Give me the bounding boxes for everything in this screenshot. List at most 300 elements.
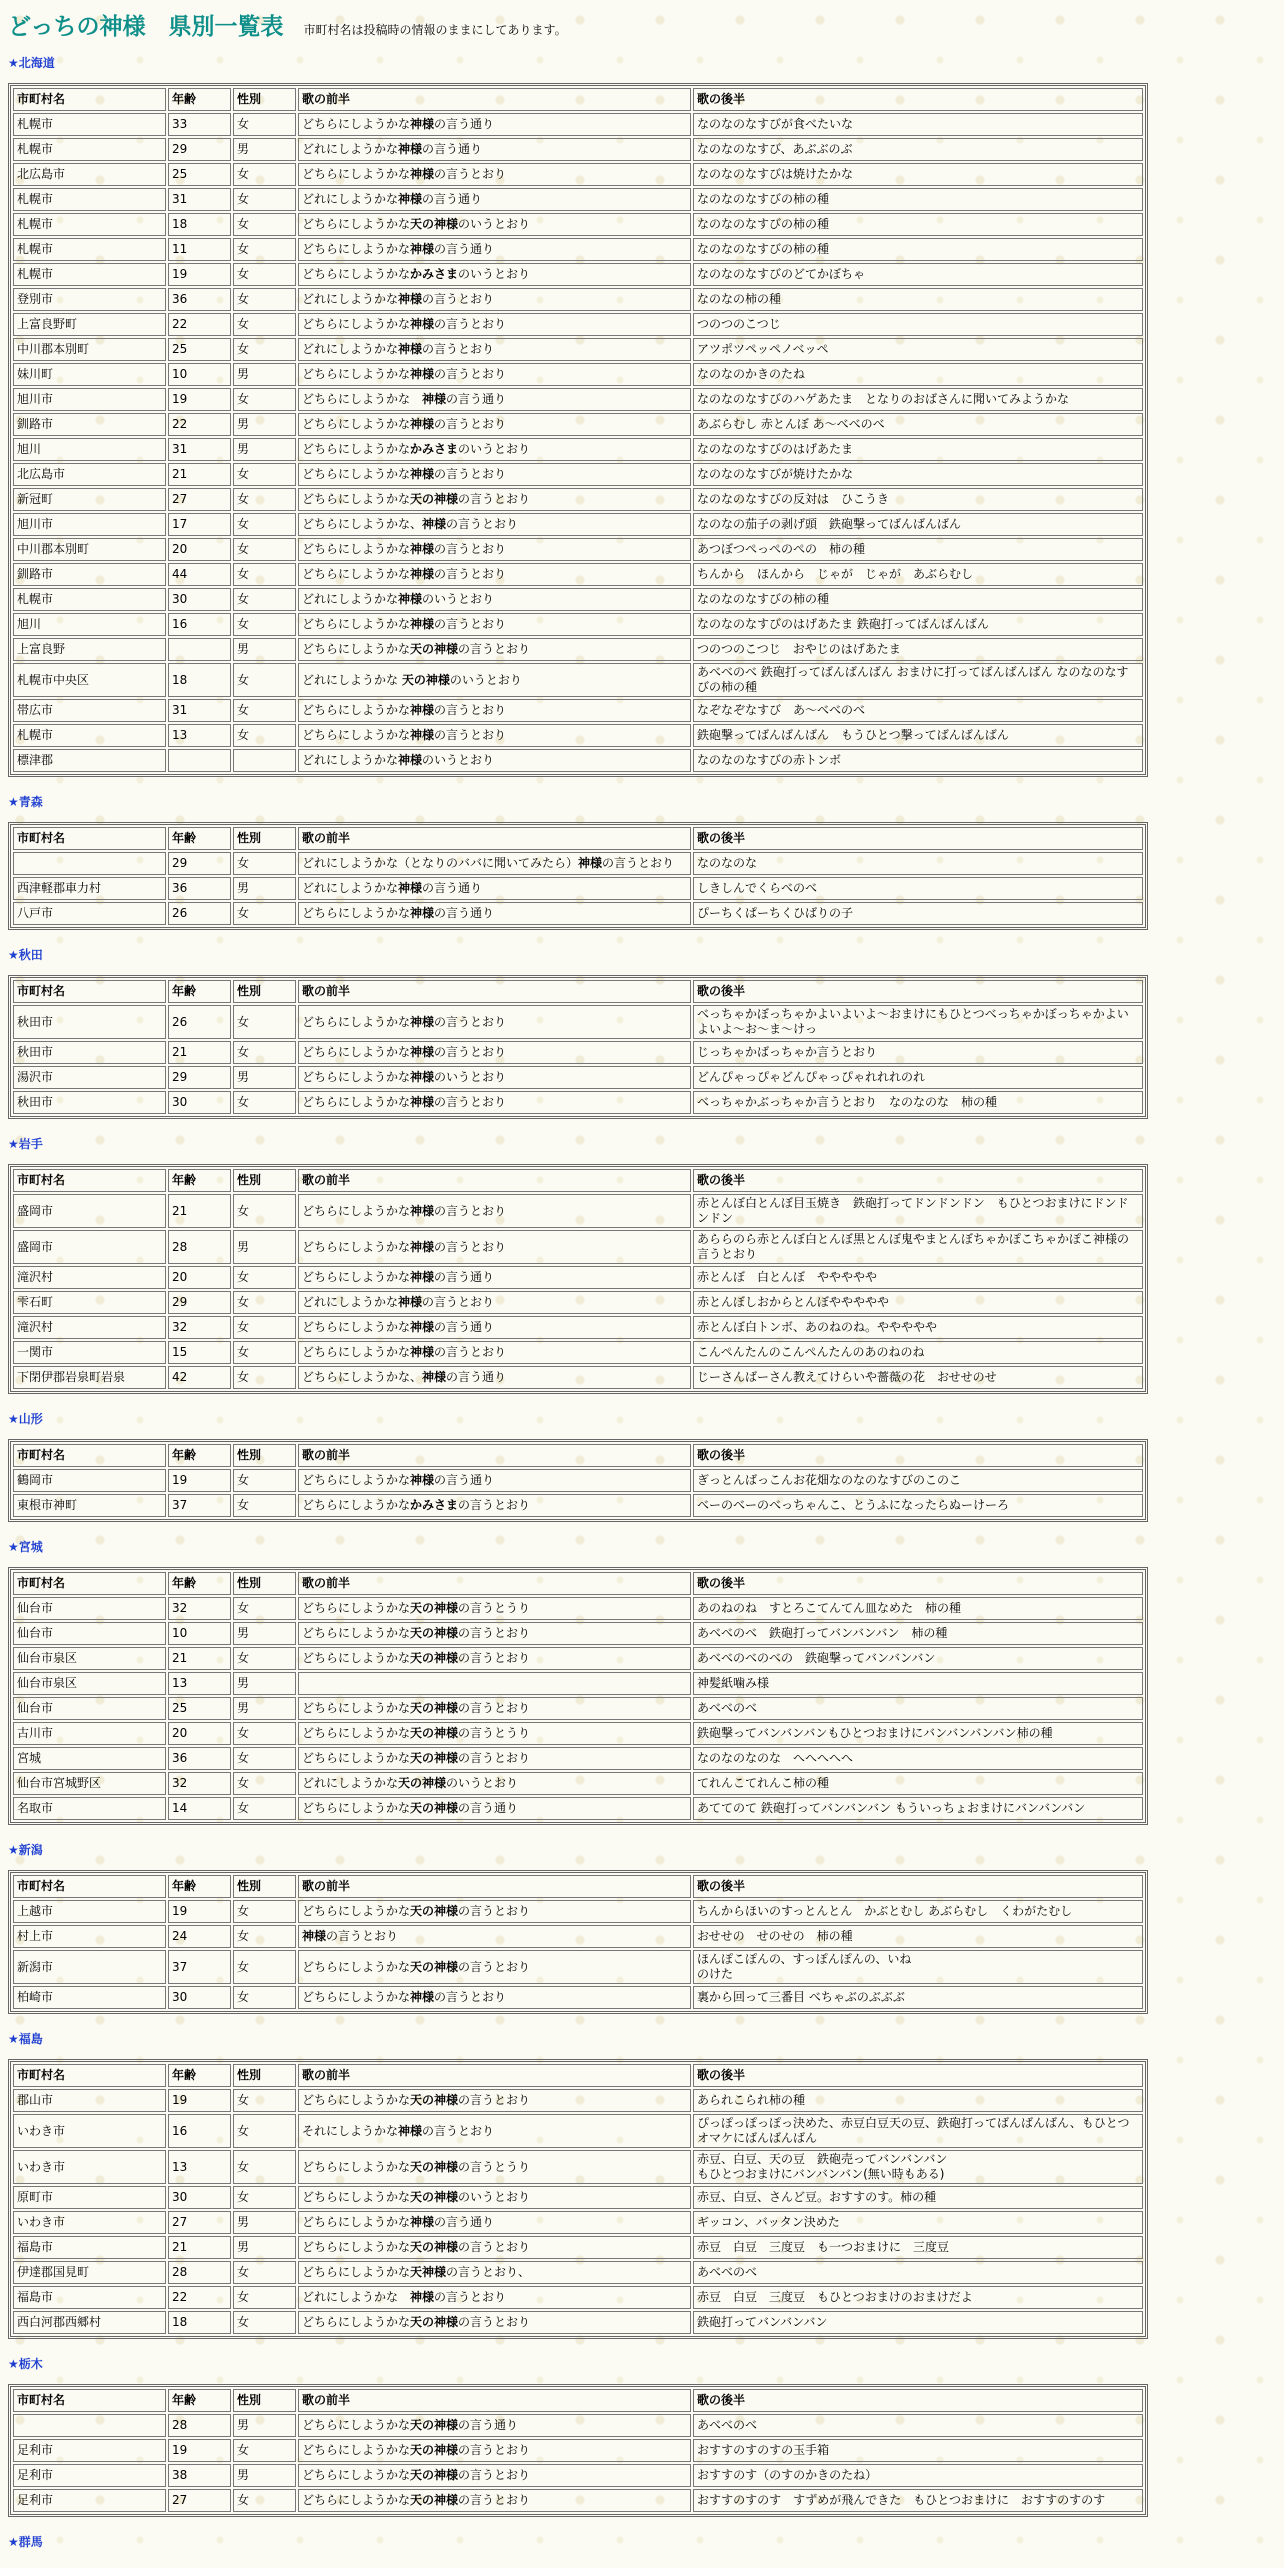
gender-cell: 女 [233, 1772, 296, 1795]
table-row [13, 588, 1143, 611]
age-cell: 27 [168, 488, 231, 511]
table-row [13, 1722, 1143, 1745]
gender-cell: 女 [233, 1366, 296, 1389]
column-header: 歌の後半 [693, 980, 1143, 1003]
lyric-second-cell: 神髪紙噛み様 [693, 1672, 1143, 1695]
lyric-second-cell: 赤豆 白豆 三度豆 もひとつおまけのおまけだよ [693, 2286, 1143, 2309]
lyric-second-cell: 赤とんぼ白とんぼ目玉焼き 鉄砲打ってドンドンドン もひとつおまけにドンドンドン [693, 1194, 1143, 1228]
table-row [13, 2489, 1143, 2512]
gender-cell: 女 [233, 613, 296, 636]
age-cell: 29 [168, 138, 231, 161]
lyric-first-cell: どれにしようかな神様のいうとおり [298, 749, 691, 772]
column-header: 歌の後半 [693, 2389, 1143, 2412]
table-row [13, 188, 1143, 211]
table-row [13, 2236, 1143, 2259]
table-row [13, 1697, 1143, 1720]
lyric-second-cell: おせせの せのせの 柿の種 [693, 1925, 1143, 1948]
age-cell: 33 [168, 113, 231, 136]
age-cell: 25 [168, 338, 231, 361]
city-cell: 滝沢村 [13, 1316, 166, 1339]
lyric-first-cell: どちらにしようかな天の神様の言うとおり [298, 2311, 691, 2334]
column-header: 歌の前半 [298, 1169, 691, 1192]
age-cell: 29 [168, 1066, 231, 1089]
gender-cell: 女 [233, 563, 296, 586]
gender-cell: 女 [233, 1647, 296, 1670]
table-header-row [13, 1444, 1143, 1467]
age-cell: 14 [168, 1797, 231, 1820]
lyric-second-cell: 鉄砲打ってバンバンバン [693, 2311, 1143, 2334]
gender-cell: 女 [233, 313, 296, 336]
age-cell: 22 [168, 313, 231, 336]
age-cell: 19 [168, 2089, 231, 2112]
age-cell: 42 [168, 1366, 231, 1389]
table-header-row [13, 88, 1143, 111]
gender-cell: 女 [233, 213, 296, 236]
lyric-second-cell: べーのべーのべっちゃんこ、とうふになったらぬーけーろ [693, 1494, 1143, 1517]
lyric-first-cell: どちらにしようかな天の神様の言うとおり [298, 638, 691, 661]
lyric-second-cell: 赤とんぼ 白とんぼ ややややや [693, 1266, 1143, 1289]
table-row [13, 1925, 1143, 1948]
table-row [13, 1291, 1143, 1314]
column-header: 歌の後半 [693, 1444, 1143, 1467]
lyric-first-cell: どれにしようかな神様の言うとおり [298, 338, 691, 361]
lyric-first-cell: どちらにしようかな天の神様のいうとおり [298, 213, 691, 236]
age-cell: 15 [168, 1341, 231, 1364]
gender-cell: 男 [233, 1066, 296, 1089]
city-cell: 仙台市泉区 [13, 1647, 166, 1670]
lyric-first-cell: どちらにしようかな神様の言うとおり [298, 1230, 691, 1264]
column-header: 市町村名 [13, 88, 166, 111]
column-header: 性別 [233, 1875, 296, 1898]
lyric-first-cell: どちらにしようかな神様の言う通り [298, 1316, 691, 1339]
age-cell: 18 [168, 663, 231, 697]
lyric-second-cell: 鉄砲撃ってバンバンバンもひとつおまけにバンバンバンバン柿の種 [693, 1722, 1143, 1745]
prefecture-table [8, 975, 1148, 1119]
age-cell [168, 749, 231, 772]
page-note: 市町村名は投稿時の情報のままにしてあります。 [303, 23, 567, 37]
table-row [13, 1091, 1143, 1114]
table-row [13, 902, 1143, 925]
gender-cell: 女 [233, 488, 296, 511]
lyric-first-cell: どちらにしようかな天神様の言うとおり、 [298, 2261, 691, 2284]
prefecture-heading: ★北海道 [8, 56, 55, 70]
lyric-second-cell: あべべのべ [693, 2261, 1143, 2284]
city-cell: 原町市 [13, 2186, 166, 2209]
age-cell [168, 638, 231, 661]
gender-cell: 女 [233, 2261, 296, 2284]
age-cell: 13 [168, 2150, 231, 2184]
table-row [13, 363, 1143, 386]
gender-cell: 女 [233, 2114, 296, 2148]
lyric-second-cell: なのなのなのな へへへへへ [693, 1747, 1143, 1770]
city-cell: 仙台市 [13, 1597, 166, 1620]
city-cell: 秋田市 [13, 1005, 166, 1039]
city-cell: 湯沢市 [13, 1066, 166, 1089]
lyric-second-cell: どんぴゃっぴゃどんぴゃっぴゃれれれのれ [693, 1066, 1143, 1089]
city-cell: 伊達郡国見町 [13, 2261, 166, 2284]
table-row [13, 877, 1143, 900]
lyric-second-cell: なのなのなすびのハゲあたま となりのおばさんに聞いてみようかな [693, 388, 1143, 411]
lyric-second-cell: なのなのなすび、あぶぶのぶ [693, 138, 1143, 161]
lyric-first-cell: どれにしようかな神様の言うとおり [298, 1291, 691, 1314]
prefecture-table [8, 1870, 1148, 2014]
age-cell: 21 [168, 2236, 231, 2259]
age-cell: 32 [168, 1597, 231, 1620]
lyric-second-cell: ぴっぽっぽっぽっ決めた、赤豆白豆天の豆、鉄砲打ってばんばんばん、もひとつオマケにばんばんばん [693, 2114, 1143, 2148]
age-cell: 19 [168, 388, 231, 411]
lyric-first-cell: どれにしようかな神様のいうとおり [298, 588, 691, 611]
gender-cell: 女 [233, 588, 296, 611]
gender-cell: 女 [233, 2150, 296, 2184]
table-row [13, 1900, 1143, 1923]
column-header: 年齢 [168, 2064, 231, 2087]
gender-cell: 女 [233, 2286, 296, 2309]
gender-cell: 女 [233, 2439, 296, 2462]
gender-cell: 女 [233, 1005, 296, 1039]
table-row [13, 413, 1143, 436]
table-row [13, 2414, 1143, 2437]
lyric-first-cell: どちらにしようかな神様の言う通り [298, 1469, 691, 1492]
lyric-second-cell: おすすのす（のすのかきのたね） [693, 2464, 1143, 2487]
gender-cell: 女 [233, 1266, 296, 1289]
prefecture-heading: ★山形 [8, 1412, 43, 1426]
lyric-second-cell: なのなのなすびの赤トンボ [693, 749, 1143, 772]
city-cell: 札幌市 [13, 213, 166, 236]
lyric-second-cell: ぴーちくぱーちくひばりの子 [693, 902, 1143, 925]
table-row [13, 2286, 1143, 2309]
city-cell: 旭川 [13, 613, 166, 636]
city-cell: 古川市 [13, 1722, 166, 1745]
city-cell: 福島市 [13, 2236, 166, 2259]
gender-cell: 女 [233, 263, 296, 286]
column-header: 歌の前半 [298, 980, 691, 1003]
city-cell: 札幌市 [13, 138, 166, 161]
gender-cell: 女 [233, 2186, 296, 2209]
age-cell: 30 [168, 1986, 231, 2009]
city-cell: 新冠町 [13, 488, 166, 511]
age-cell: 28 [168, 1230, 231, 1264]
lyric-second-cell: なのなのな [693, 852, 1143, 875]
lyric-first-cell: どちらにしようかな天の神様の言うとおり [298, 1622, 691, 1645]
city-cell: 旭川市 [13, 513, 166, 536]
lyric-first-cell: どちらにしようかな神様の言う通り [298, 113, 691, 136]
table-header-row [13, 827, 1143, 850]
age-cell: 11 [168, 238, 231, 261]
gender-cell: 女 [233, 1091, 296, 1114]
table-row [13, 438, 1143, 461]
lyric-first-cell: 神様の言うとおり [298, 1925, 691, 1948]
table-row [13, 213, 1143, 236]
column-header: 歌の前半 [298, 827, 691, 850]
gender-cell: 男 [233, 413, 296, 436]
city-cell: 西津軽郡車力村 [13, 877, 166, 900]
table-row [13, 1041, 1143, 1064]
age-cell: 26 [168, 902, 231, 925]
table-row [13, 263, 1143, 286]
city-cell: 足利市 [13, 2464, 166, 2487]
city-cell: 北広島市 [13, 163, 166, 186]
lyric-first-cell: どちらにしようかな神様の言うとおり [298, 163, 691, 186]
gender-cell: 男 [233, 1230, 296, 1264]
age-cell: 13 [168, 724, 231, 747]
age-cell: 38 [168, 2464, 231, 2487]
gender-cell: 男 [233, 2464, 296, 2487]
prefecture-heading: ★群馬 [8, 2535, 43, 2549]
lyric-first-cell: どちらにしようかな神様の言うとおり [298, 724, 691, 747]
age-cell: 36 [168, 877, 231, 900]
gender-cell: 女 [233, 538, 296, 561]
lyric-first-cell: どちらにしようかな天の神様の言うとおり [298, 1647, 691, 1670]
city-cell: 上富良野 [13, 638, 166, 661]
city-cell: 雫石町 [13, 1291, 166, 1314]
table-row [13, 2150, 1143, 2184]
city-cell: 仙台市泉区 [13, 1672, 166, 1695]
gender-cell: 女 [233, 1469, 296, 1492]
lyric-first-cell: どちらにしようかな神様の言うとおり [298, 1341, 691, 1364]
lyric-second-cell: ちんからほいのすっとんとん かぶとむし あぶらむし くわがたむし [693, 1900, 1143, 1923]
table-header-row [13, 1169, 1143, 1192]
table-row [13, 1597, 1143, 1620]
age-cell: 19 [168, 2439, 231, 2462]
city-cell: 札幌市中央区 [13, 663, 166, 697]
gender-cell: 男 [233, 2414, 296, 2437]
lyric-first-cell: どちらにしようかな天の神様の言うとおり [298, 1900, 691, 1923]
column-header: 性別 [233, 1169, 296, 1192]
prefecture-heading: ★宮城 [8, 1540, 43, 1554]
lyric-first-cell: どちらにしようかな天の神様の言うとうり [298, 2150, 691, 2184]
column-header: 年齢 [168, 1875, 231, 1898]
column-header: 歌の後半 [693, 1875, 1143, 1898]
lyric-first-cell: どちらにしようかな天の神様の言うとおり [298, 1697, 691, 1720]
column-header: 性別 [233, 1572, 296, 1595]
gender-cell: 女 [233, 238, 296, 261]
lyric-second-cell: なのなのなすびが焼けたかな [693, 463, 1143, 486]
lyric-first-cell: どちらにしようかな、神様の言うとおり [298, 513, 691, 536]
column-header: 年齢 [168, 2389, 231, 2412]
lyric-first-cell: どちらにしようかな 神様の言う通り [298, 388, 691, 411]
gender-cell: 男 [233, 438, 296, 461]
table-row [13, 1797, 1143, 1820]
age-cell: 22 [168, 2286, 231, 2309]
table-row [13, 138, 1143, 161]
city-cell: 旭川市 [13, 388, 166, 411]
gender-cell: 女 [233, 1341, 296, 1364]
gender-cell: 女 [233, 663, 296, 697]
age-cell: 30 [168, 1091, 231, 1114]
page-header [8, 8, 1276, 44]
gender-cell: 男 [233, 1697, 296, 1720]
lyric-first-cell [298, 1672, 691, 1695]
gender-cell: 女 [233, 852, 296, 875]
age-cell: 27 [168, 2211, 231, 2234]
table-row [13, 2211, 1143, 2234]
city-cell: 鶴岡市 [13, 1469, 166, 1492]
table-row [13, 488, 1143, 511]
lyric-second-cell: 鉄砲撃ってばんばんばん もうひとつ撃ってばんばんばん [693, 724, 1143, 747]
lyric-first-cell: どちらにしようかな神様の言うとおり [298, 363, 691, 386]
age-cell: 16 [168, 613, 231, 636]
gender-cell: 女 [233, 724, 296, 747]
city-cell: 秋田市 [13, 1041, 166, 1064]
table-row [13, 724, 1143, 747]
page-title: どっちの神様 県別一覧表 [8, 14, 284, 40]
table-row [13, 113, 1143, 136]
lyric-second-cell: ほんぽこぽんの、すっぽんぽんの、いね のけた [693, 1950, 1143, 1984]
lyric-first-cell: どれにしようかな天の神様のいうとおり [298, 1772, 691, 1795]
age-cell: 36 [168, 1747, 231, 1770]
city-cell: 東根市神町 [13, 1494, 166, 1517]
age-cell: 18 [168, 2311, 231, 2334]
city-cell: 一関市 [13, 1341, 166, 1364]
gender-cell: 女 [233, 1041, 296, 1064]
city-cell: 札幌市 [13, 238, 166, 261]
lyric-first-cell: どちらにしようかな天の神様の言うとおり [298, 2464, 691, 2487]
lyric-second-cell: なのなのなすびのどてかぼちゃ [693, 263, 1143, 286]
age-cell: 37 [168, 1494, 231, 1517]
city-cell: 釧路市 [13, 563, 166, 586]
column-header: 歌の後半 [693, 88, 1143, 111]
table-row [13, 663, 1143, 697]
lyric-second-cell: 赤とんぼ白トンボ、あのねのね。ややややや [693, 1316, 1143, 1339]
lyric-first-cell: どちらにしようかな天の神様の言うとうり [298, 1597, 691, 1620]
table-row [13, 388, 1143, 411]
column-header: 性別 [233, 2064, 296, 2087]
gender-cell: 女 [233, 188, 296, 211]
gender-cell [233, 749, 296, 772]
city-cell: 村上市 [13, 1925, 166, 1948]
city-cell: 札幌市 [13, 188, 166, 211]
lyric-second-cell: あべべのべ 鉄砲打ってばんばんばん おまけに打ってばんばんばん なのなのなすびの柿の種 [693, 663, 1143, 697]
city-cell: 釧路市 [13, 413, 166, 436]
age-cell: 25 [168, 1697, 231, 1720]
table-row [13, 288, 1143, 311]
lyric-first-cell: どれにしようかな神様の言う通り [298, 188, 691, 211]
gender-cell: 女 [233, 902, 296, 925]
age-cell: 22 [168, 413, 231, 436]
prefecture-table [8, 822, 1148, 930]
lyric-first-cell: どちらにしようかな天の神様の言うとおり [298, 2089, 691, 2112]
age-cell: 20 [168, 1722, 231, 1745]
lyric-first-cell: どれにしようかな神様の言う通り [298, 877, 691, 900]
prefecture-table [8, 1567, 1148, 1825]
age-cell: 20 [168, 1266, 231, 1289]
lyric-second-cell: じーさんばーさん教えてけらいや薔薇の花 おせせのせ [693, 1366, 1143, 1389]
gender-cell: 女 [233, 1950, 296, 1984]
lyric-second-cell: なのなのなすびは焼けたかな [693, 163, 1143, 186]
lyric-first-cell: どちらにしようかなかみさまのいうとおり [298, 438, 691, 461]
lyric-first-cell: どちらにしようかなかみさまのいうとおり [298, 263, 691, 286]
table-row [13, 2261, 1143, 2284]
column-header: 市町村名 [13, 1444, 166, 1467]
lyric-first-cell: どちらにしようかな神様のいうとおり [298, 1066, 691, 1089]
lyric-second-cell: あのねのね すとろこてんてん皿なめた 柿の種 [693, 1597, 1143, 1620]
table-row [13, 1194, 1143, 1228]
city-cell: 盛岡市 [13, 1230, 166, 1264]
gender-cell: 女 [233, 1291, 296, 1314]
age-cell: 20 [168, 538, 231, 561]
column-header: 市町村名 [13, 827, 166, 850]
lyric-first-cell: どちらにしようかな神様の言うとおり [298, 699, 691, 722]
age-cell: 29 [168, 852, 231, 875]
lyric-first-cell: どちらにしようかな天の神様の言うとうり [298, 1722, 691, 1745]
city-cell [13, 852, 166, 875]
prefecture-table [8, 2059, 1148, 2339]
age-cell: 30 [168, 588, 231, 611]
age-cell: 21 [168, 1647, 231, 1670]
table-row [13, 2464, 1143, 2487]
sections-container [8, 54, 1276, 2550]
lyric-second-cell: しきしんでくらべのべ [693, 877, 1143, 900]
lyric-second-cell: つのつのこつじ おやじのはげあたま [693, 638, 1143, 661]
gender-cell: 女 [233, 1316, 296, 1339]
table-row [13, 638, 1143, 661]
table-row [13, 1005, 1143, 1039]
city-cell: 名取市 [13, 1797, 166, 1820]
lyric-first-cell: どちらにしようかな天の神様の言うとおり [298, 1747, 691, 1770]
prefecture-table [8, 2384, 1148, 2517]
city-cell: 北広島市 [13, 463, 166, 486]
table-row [13, 1066, 1143, 1089]
lyric-second-cell: なのなのなすびの柿の種 [693, 588, 1143, 611]
lyric-first-cell: どちらにしようかな天の神様の言うとおり [298, 2236, 691, 2259]
age-cell: 32 [168, 1772, 231, 1795]
table-header-row [13, 1572, 1143, 1595]
lyric-first-cell: どちらにしようかな天の神様の言うとおり [298, 2489, 691, 2512]
gender-cell: 女 [233, 2089, 296, 2112]
table-header-row [13, 1875, 1143, 1898]
lyric-second-cell: 赤とんぼしおからとんぼややややや [693, 1291, 1143, 1314]
table-row [13, 538, 1143, 561]
column-header: 歌の前半 [298, 2389, 691, 2412]
column-header: 歌の前半 [298, 1444, 691, 1467]
gender-cell: 女 [233, 463, 296, 486]
column-header: 歌の前半 [298, 1572, 691, 1595]
age-cell: 25 [168, 163, 231, 186]
city-cell [13, 2414, 166, 2437]
age-cell: 37 [168, 1950, 231, 1984]
city-cell: 下閉伊郡岩泉町岩泉 [13, 1366, 166, 1389]
table-header-row [13, 2064, 1143, 2087]
age-cell: 19 [168, 263, 231, 286]
lyric-first-cell: どちらにしようかな天の神様の言うとおり [298, 1950, 691, 1984]
city-cell: 八戸市 [13, 902, 166, 925]
city-cell: 宮城 [13, 1747, 166, 1770]
gender-cell: 女 [233, 513, 296, 536]
table-row [13, 313, 1143, 336]
age-cell: 28 [168, 2261, 231, 2284]
table-row [13, 163, 1143, 186]
city-cell: 足利市 [13, 2489, 166, 2512]
lyric-first-cell: どちらにしようかな天の神様の言う通り [298, 2414, 691, 2437]
lyric-first-cell: それにしようかな神様の言うとおり [298, 2114, 691, 2148]
prefecture-table [8, 83, 1148, 777]
lyric-second-cell: おすすのすのすの玉手箱 [693, 2439, 1143, 2462]
lyric-second-cell: こんぺんたんのこんぺんたんのあのねのね [693, 1341, 1143, 1364]
city-cell: 中川郡本別町 [13, 538, 166, 561]
column-header: 歌の後半 [693, 827, 1143, 850]
table-row [13, 513, 1143, 536]
city-cell: 新潟市 [13, 1950, 166, 1984]
table-row [13, 2186, 1143, 2209]
gender-cell: 女 [233, 288, 296, 311]
column-header: 市町村名 [13, 2389, 166, 2412]
lyric-first-cell: どちらにしようかな神様の言うとおり [298, 1005, 691, 1039]
city-cell: 柏崎市 [13, 1986, 166, 2009]
lyric-first-cell: どれにしようかな（となりのババに聞いてみたら）神様の言うとおり [298, 852, 691, 875]
lyric-second-cell: 赤豆 白豆 三度豆 も一つおまけに 三度豆 [693, 2236, 1143, 2259]
lyric-first-cell: どちらにしようかな神様の言うとおり [298, 613, 691, 636]
gender-cell: 女 [233, 338, 296, 361]
